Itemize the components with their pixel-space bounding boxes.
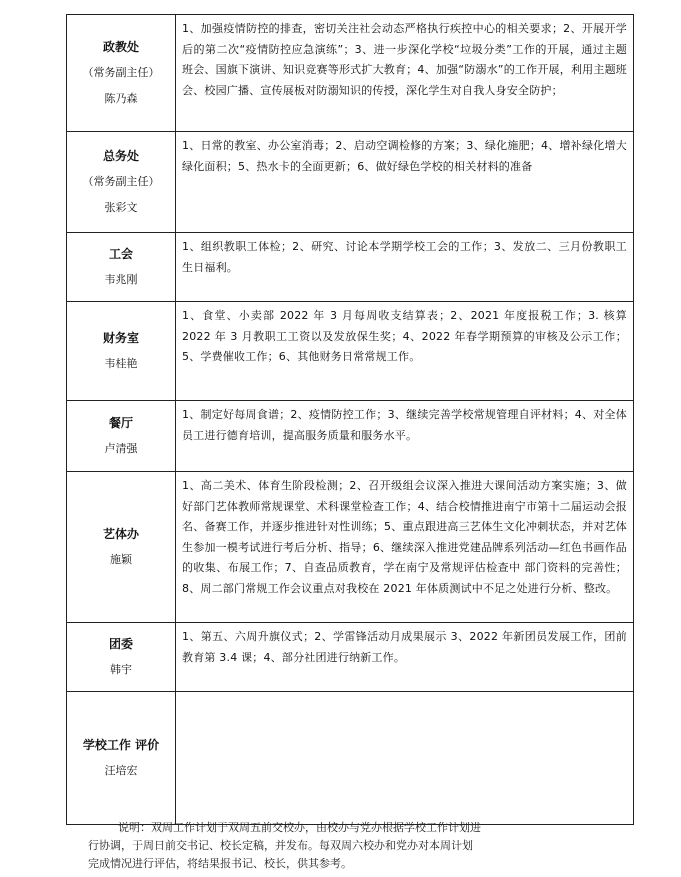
note-line-2: 行协调，于周日前交书记、校长定稿，并发布。每双周六校办和党办对本周计划 — [88, 839, 473, 852]
table-row — [67, 623, 634, 692]
footer-note — [88, 819, 608, 873]
department-cell — [67, 132, 176, 233]
work-plan-table — [66, 14, 634, 825]
work-content-cell — [176, 472, 634, 623]
responsible-person: 卢清强 — [104, 442, 138, 455]
department-name: 政教处 — [102, 40, 139, 54]
work-content-cell — [176, 692, 634, 825]
work-content-cell — [176, 302, 634, 401]
department-cell — [67, 15, 176, 132]
department-name: 学校工作 评价 — [82, 738, 160, 752]
table-row — [67, 692, 634, 825]
work-content-text: 1、高二美术、体育生阶段检测；2、召开级组会议深入推进大课间活动方案实施；3、做好部门艺体教师常规课堂、术科课堂检查工作；4、结合校情推进南宁市第十二届运动会报名、备赛工作，并逐步推进针对性训练；5、重点跟进高三艺体生文化冲刺状态，并对艺体生参加一模考试进行考后分析、指导；6、继续深入推进党建品牌系列活动—红色书画作品的收集、布展工作；7、自查品质教育，学在南宁及常规评估检查中 部门资料的完善性；8、周二部门常规工作会议重点对我校在 2021 年体质测试中不足之处进行分析、整改。 — [182, 479, 627, 595]
department-name: 艺体办 — [102, 527, 139, 541]
note-line-3: 完成情况进行评估，将结果报书记、校长，供其参考。 — [88, 857, 352, 870]
work-content-text: 1、日常的教室、办公室消毒；2、启动空调检修的方案；3、绿化施肥；4、增补绿化增大绿化面积；5、热水卡的全面更新；6、做好绿色学校的相关材料的准备 — [182, 139, 627, 173]
department-cell — [67, 623, 176, 692]
work-content-cell — [176, 233, 634, 302]
department-name: 餐厅 — [108, 416, 133, 430]
table-row — [67, 132, 634, 233]
work-content-text: 1、制定好每周食谱；2、疫情防控工作；3、继续完善学校常规管理自评材料；4、对全体员工进行德育培训，提高服务质量和服务水平。 — [182, 408, 627, 442]
department-cell — [67, 401, 176, 472]
table-row — [67, 233, 634, 302]
table-row — [67, 302, 634, 401]
responsible-person: 张彩文 — [104, 201, 138, 214]
department-role: （常务副主任） — [82, 175, 160, 188]
table-row — [67, 15, 634, 132]
table-row — [67, 401, 634, 472]
department-cell — [67, 472, 176, 623]
work-content-cell — [176, 15, 634, 132]
responsible-person: 韦兆刚 — [104, 273, 138, 286]
department-role: （常务副主任） — [82, 66, 160, 79]
responsible-person: 韦桂艳 — [104, 357, 138, 370]
work-content-cell — [176, 623, 634, 692]
department-cell — [67, 302, 176, 401]
department-name: 团委 — [108, 637, 133, 651]
work-content-text: 1、加强疫情防控的排查，密切关注社会动态严格执行疾控中心的相关要求；2、开展开学后的第二次“疫情防控应急演练”；3、进一步深化学校“垃圾分类”工作的开展，通过主题班会、国旗下演讲、知识竞赛等形式扩大教育；4、加强“防溺水”的工作开展，利用主题班会、校园广播、宣传展板对防溺知识的传授，深化学生对自我人身安全防护； — [182, 22, 627, 97]
department-name: 工会 — [108, 247, 133, 261]
work-content-text — [176, 692, 633, 698]
work-content-text: 1、组织教职工体检；2、研究、讨论本学期学校工会的工作；3、发放二、三月份教职工生日福利。 — [182, 240, 627, 274]
work-content-cell — [176, 401, 634, 472]
note-line-1: 说明：双周工作计划于双周五前交校办，由校办与党办根据学校工作计划进 — [118, 821, 481, 834]
department-name: 财务室 — [102, 331, 139, 345]
department-cell — [67, 692, 176, 825]
responsible-person: 韩宇 — [110, 663, 132, 676]
work-content-text: 1、食堂、小卖部 2022 年 3 月每周收支结算表；2、2021 年度报税工作；3. 核算 2022 年 3 月教职工工资以及发放保生奖；4、2022 年春学期预算的审核及公示工作；5、学费催收工作；6、其他财务日常常规工作。 — [182, 309, 627, 363]
department-cell — [67, 233, 176, 302]
work-content-text: 1、第五、六周升旗仪式；2、学雷锋活动月成果展示 3、2022 年新团员发展工作，团前教育第 3.4 课；4、部分社团进行纳新工作。 — [182, 630, 627, 664]
responsible-person: 汪培宏 — [104, 764, 138, 777]
table-row — [67, 472, 634, 623]
department-name: 总务处 — [102, 149, 139, 163]
work-content-cell — [176, 132, 634, 233]
responsible-person: 陈乃森 — [104, 92, 138, 105]
responsible-person: 施颖 — [110, 553, 132, 566]
